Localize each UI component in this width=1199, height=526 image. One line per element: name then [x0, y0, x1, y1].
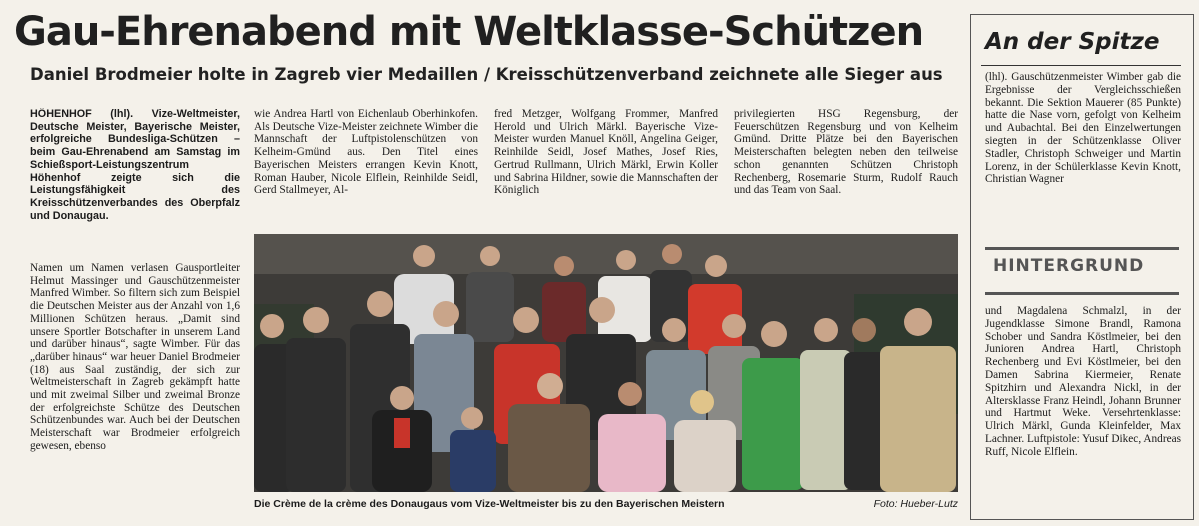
sidebar-title-rule: [981, 65, 1181, 66]
article-lead-column: [30, 108, 240, 244]
subheadline: Daniel Brodmeier holte in Zagreb vier Medaillen / Kreisschützenverband zeichnete alle Sieger aus: [30, 65, 943, 84]
photo-caption-bar: [254, 497, 958, 511]
article-column-4: [734, 108, 958, 232]
article-body-4: privilegierten HSG Regensburg, der Feuerschützen Regensburg und von Kelheim Gmünd. Dritte Plätze bei den Bayerischen Meisterschaften belegten neben den teilweise schon genannten Schützen Christoph Rechenberg, Rosemarie Sturm, Rudolf Rauch und das Team von Saal.: [734, 108, 958, 197]
article-body-2: wie Andrea Hartl von Eichenlaub Oberhinkofen. Als Deutsche Vize-Meister zeichnete Wimber die Mannschaft der Luftpistolenschützen von Kelheim-Gmünd aus. Den Titel eines Bayerischen Meisters errangen Kevin Knott, Roman Hauber, Nicole Elflein, Reinhilde Seidl, Gerd Stallmeyer, Al-: [254, 108, 478, 197]
article-column-1: [30, 262, 240, 520]
article-body-1: Namen um Namen verlasen Gausportleiter Helmut Massinger und Gauschützenmeister Manfred Wimber. So filtern sich zum Beispiel die Deutschen Meister aus der Anzahl von 1,6 Millionen Schützen heraus. „Damit sind unsere Sportler Botschafter in unserem Land und darüber hinaus“, sagte Wimber. Für das „darüber hinaus“ war heuer Daniel Brodmeier (18) aus Saal zuständig, der sich zur Weltmeisterschaft in Zagreb gekämpft hatte und mit zweimal Silber und zweimal Bronze der erfolgreichste Schütze des Deutschen Schützenbundes war. Auch bei der Deutschen Meisterschaft war Brodmeier erfolgreich gewesen, ebenso: [30, 262, 240, 452]
article-lead: HÖHENHOF (lhl). Vize-Weltmeister, Deutsche Meister, Bayerische Meister, erfolgreiche Bundesliga-Schützen – beim Gau-Ehrenabend am Samstag im Schießsport-Leistungszentrum Höhenhof zeigte sich die Leistungsfähigkeit des Kreisschützenverbandes des Oberpfalz und Donaugau.: [30, 108, 240, 222]
sidebar-text-2: und Magdalena Schmalzl, in der Jugendklasse Simone Brandl, Ramona Schober und Sandra Köstlmeier, bei den Junioren Andrea Hartl, Christoph Rechenberg und Evi Köstlmeier, bei den Damen Sabrina Kiermeier, Renate Spitzhirn und Alexandra Nickl, in der Altersklasse Franz Heindl, Johann Brunner und Hartmut Weke. Versehrtenklasse: Ulrich Märkl, Gunda Kleinfelder, Max Lachner. Luftpistole: Yusuf Dikec, Andreas Ruff, Nicole Elflein.: [985, 305, 1181, 458]
photo-caption: Die Crème de la crème des Donaugaus vom Vize-Weltmeister bis zu den Bayerischen Meistern: [254, 498, 725, 510]
background-section-box: [985, 247, 1179, 295]
article-body-3: fred Metzger, Wolfgang Frommer, Manfred Herold und Ulrich Märkl. Bayerische Vize-Meister wurden Manuel Knöll, Angelina Geiger, Reinhilde Seidl, Josef Mathes, Josef Ries, Gertrud Rullmann, Ulrich Märkl, Erwin Koller und Sabrina Hildner, sowie die Mannschaften der Königlich: [494, 108, 718, 197]
article-column-3: [494, 108, 718, 232]
sidebar-title: An der Spitze: [985, 29, 1160, 55]
article-column-2: [254, 108, 478, 232]
background-section-label: HINTERGRUND: [993, 256, 1145, 276]
headline: Gau-Ehrenabend mit Weltklasse-Schützen: [14, 9, 924, 55]
photo-credit: Foto: Hueber-Lutz: [873, 498, 958, 510]
sidebar-box: [970, 14, 1194, 520]
group-photo-illustration: [254, 234, 958, 492]
sidebar-text-1: (lhl). Gauschützenmeister Wimber gab die Ergebnisse der Vergleichsschießen bekannt. Die Sektion Mauerer (85 Punkte) hatte die Nase vorn, gefolgt von Kelheim und Aubachtal. Bei den Einzelwertungen siegten in der Schützenklasse Oliver Stadler, Christoph Schweiger und Martin Lorenz, in der Schülerklasse Kevin Knott, Christian Wagner: [985, 71, 1181, 186]
group-photo: [254, 234, 958, 492]
